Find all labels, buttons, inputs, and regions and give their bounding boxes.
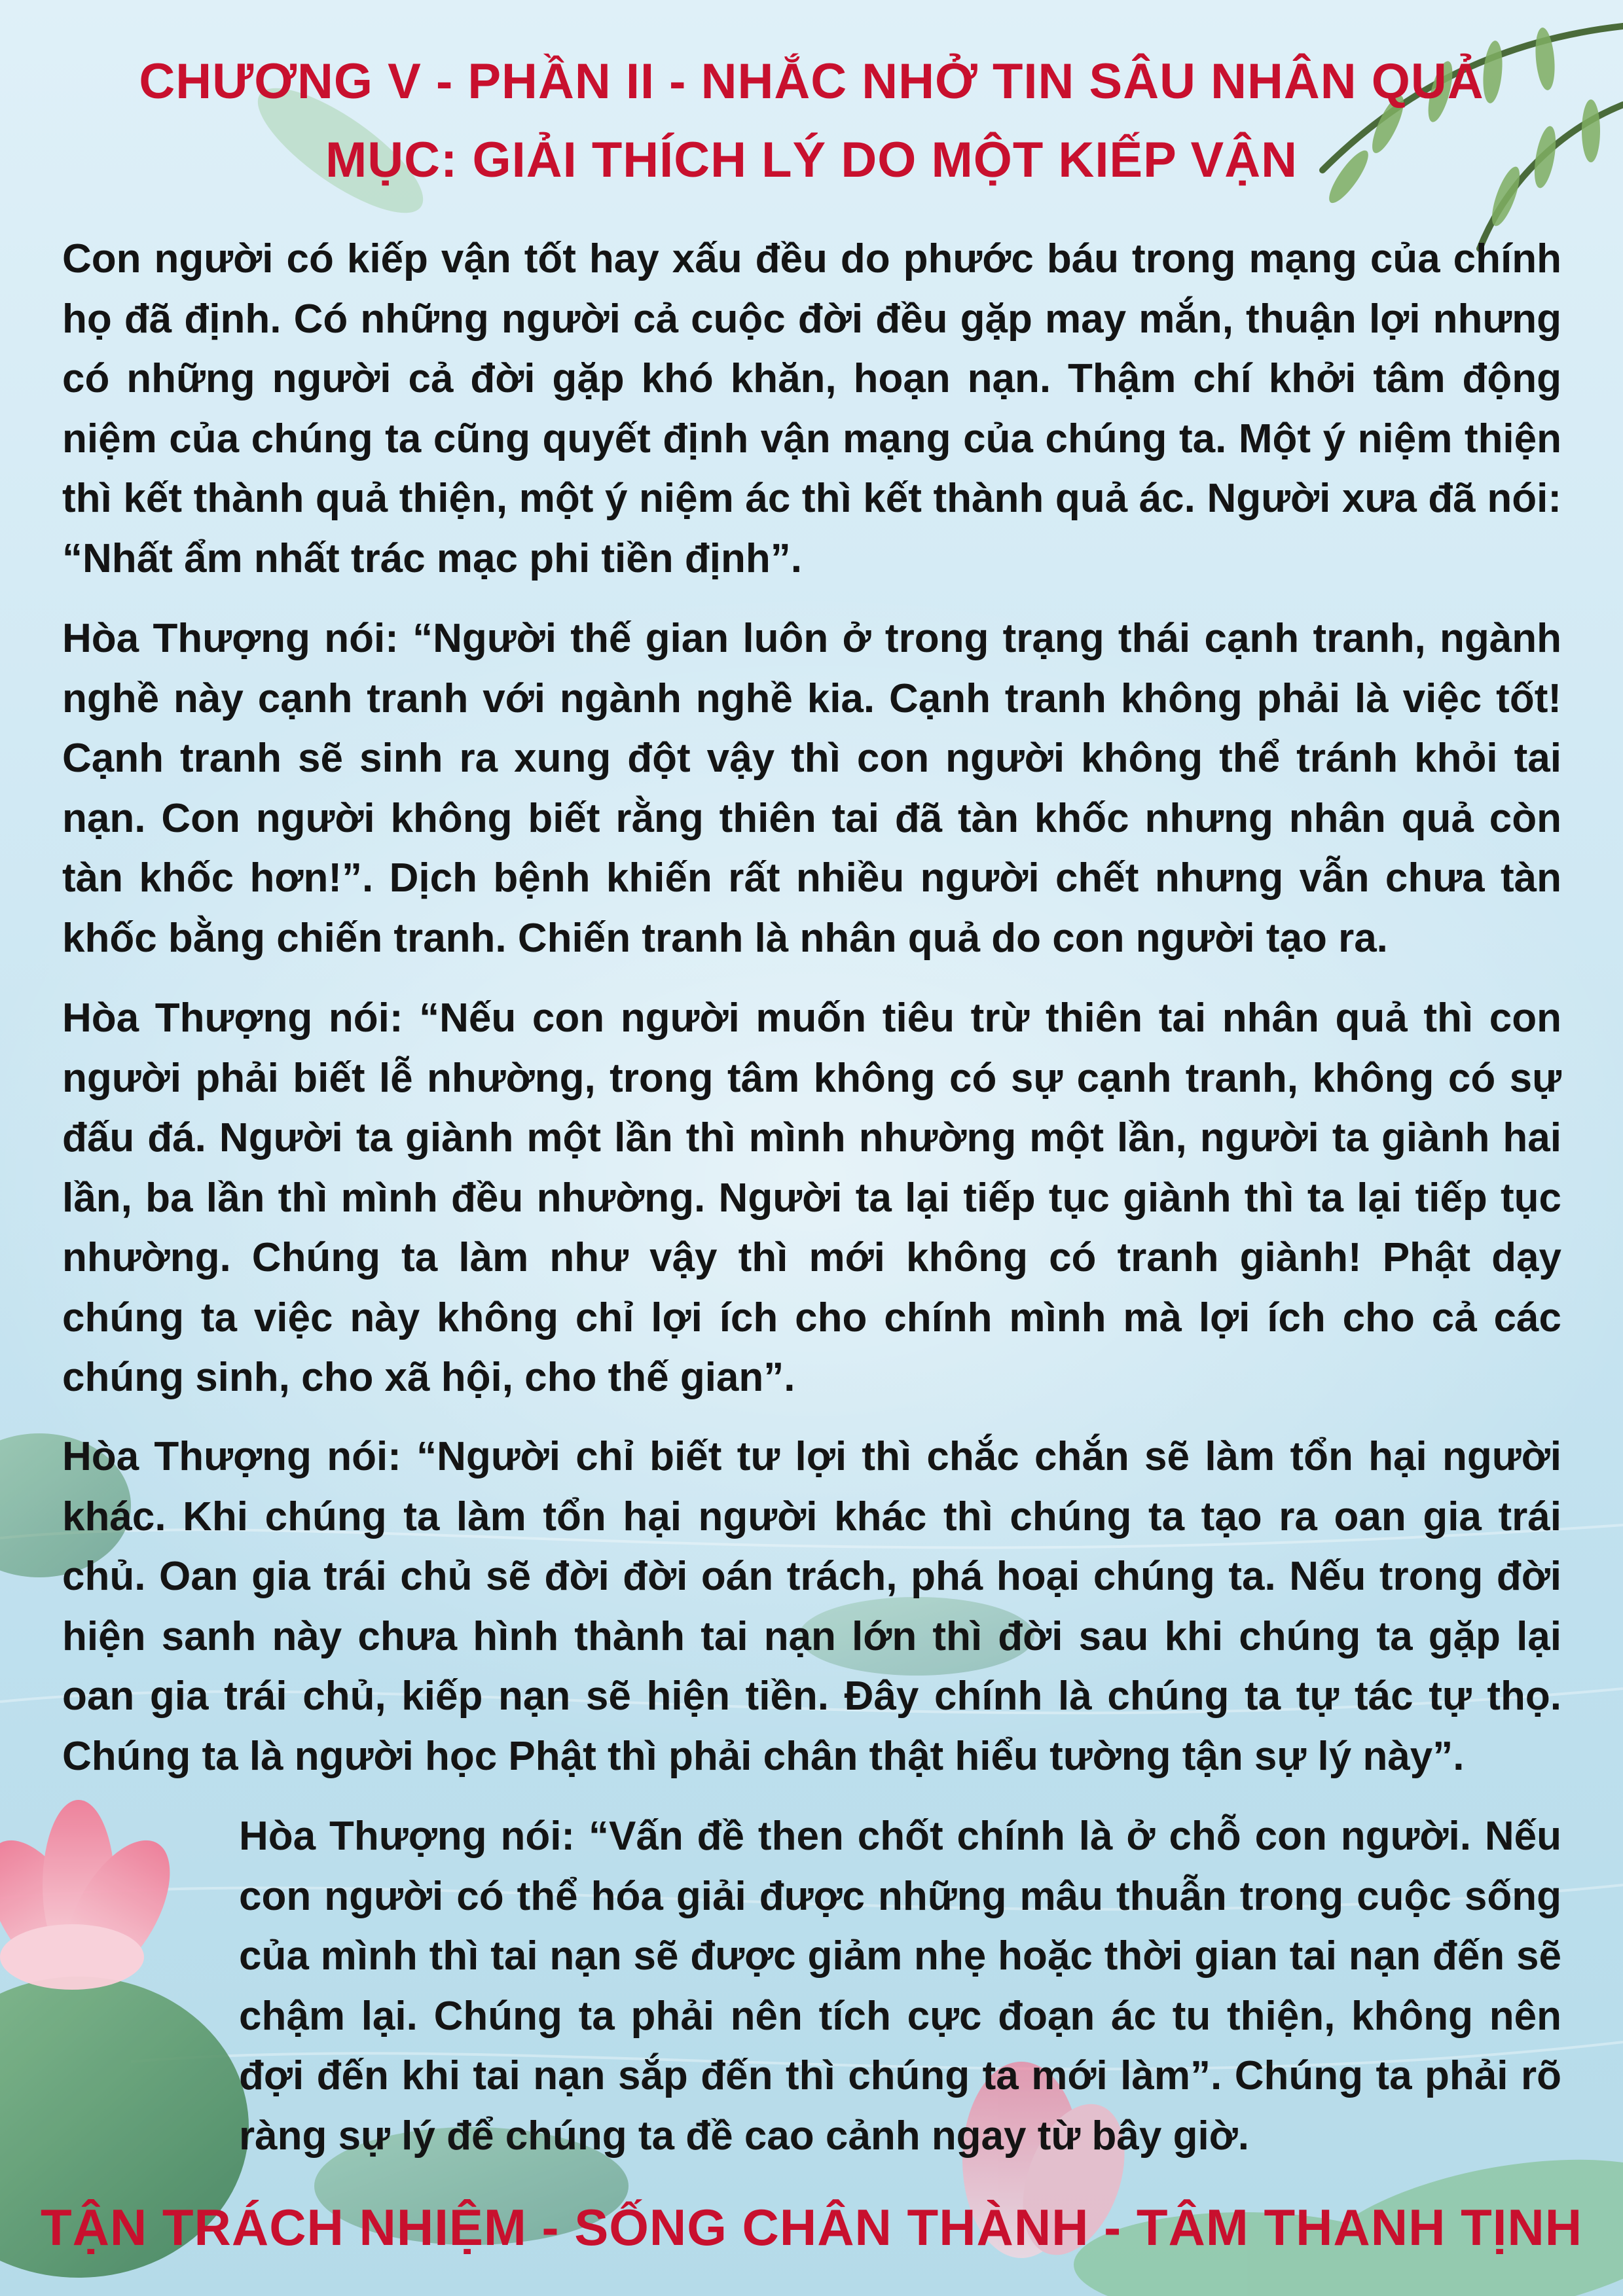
paragraph-4: Hòa Thượng nói: “Người chỉ biết tư lợi thì chắc chắn sẽ làm tổn hại người khác. Khi chúng ta làm tổn hại người khác thì chúng ta tạo ra oan gia trái chủ. Oan gia trái chủ sẽ đời đời oán trách, phá hoại chúng ta. Nếu trong đời hiện sanh này chưa hình thành tai nạn lớn thì đời sau khi chúng ta gặp lại oan gia trái chủ, kiếp nạn sẽ hiện tiền. Đây chính là chúng ta tự tác tự thọ. Chúng ta là người học Phật thì phải chân thật hiểu tường tận sự lý này”.: [62, 1434, 1561, 1779]
chapter-title: CHƯƠNG V - PHẦN II - NHẮC NHỞ TIN SÂU NHÂN QUẢ: [139, 54, 1484, 109]
footer-motto: TẬN TRÁCH NHIỆM - SỐNG CHÂN THÀNH - TÂM THANH TỊNH: [40, 2198, 1583, 2256]
paragraph-1: Con người có kiếp vận tốt hay xấu đều do phước báu trong mạng của chính họ đã định. Có những người cả cuộc đời đều gặp may mắn, thuận lợi nhưng có những người cả đời gặp khó khăn, hoạn nạn. Thậm chí khởi tâm động niệm của chúng ta cũng quyết định vận mạng của chúng ta. Một ý niệm thiện thì kết thành quả thiện, một ý niệm ác thì kết thành quả ác. Người xưa đã nói: “Nhất ẩm nhất trác mạc phi tiền định”.: [62, 236, 1561, 581]
section-title: MỤC: GIẢI THÍCH LÝ DO MỘT KIẾP VẬN: [325, 132, 1298, 188]
paragraph-2: Hòa Thượng nói: “Người thế gian luôn ở trong trạng thái cạnh tranh, ngành nghề này cạnh tranh với ngành nghề kia. Cạnh tranh không phải là việc tốt! Cạnh tranh sẽ sinh ra xung đột vậy thì con người không thể tránh khỏi tai nạn. Con người không biết rằng thiên tai đã tàn khốc nhưng nhân quả còn tàn khốc hơn!”. Dịch bệnh khiến rất nhiều người chết nhưng vẫn chưa tàn khốc bằng chiến tranh. Chiến tranh là nhân quả do con người tạo ra.: [62, 616, 1561, 961]
paragraph-5: Hòa Thượng nói: “Vấn đề then chốt chính là ở chỗ con người. Nếu con người có thể hóa giải được những mâu thuẫn trong cuộc sống của mình thì tai nạn sẽ được giảm nhẹ hoặc thời gian tai nạn đến sẽ chậm lại. Chúng ta phải nên tích cực đoạn ác tu thiện, không nên đợi đến khi tai nạn sắp đến thì chúng ta mới làm”. Chúng ta phải rõ ràng sự lý để chúng ta đề cao cảnh ngay từ bây giờ.: [239, 1814, 1561, 2159]
paragraph-3: Hòa Thượng nói: “Nếu con người muốn tiêu trừ thiên tai nhân quả thì con người phải biết lễ nhường, trong tâm không có sự cạnh tranh, không có sự đấu đá. Người ta giành một lần thì mình nhường một lần, người ta giành hai lần, ba lần thì mình đều nhường. Người ta lại tiếp tục giành thì ta lại tiếp tục nhường. Chúng ta làm như vậy thì mới không có tranh giành! Phật dạy chúng ta việc này không chỉ lợi ích cho chính mình mà lợi ích cho cả các chúng sinh, cho xã hội, cho thế gian”.: [62, 996, 1561, 1400]
